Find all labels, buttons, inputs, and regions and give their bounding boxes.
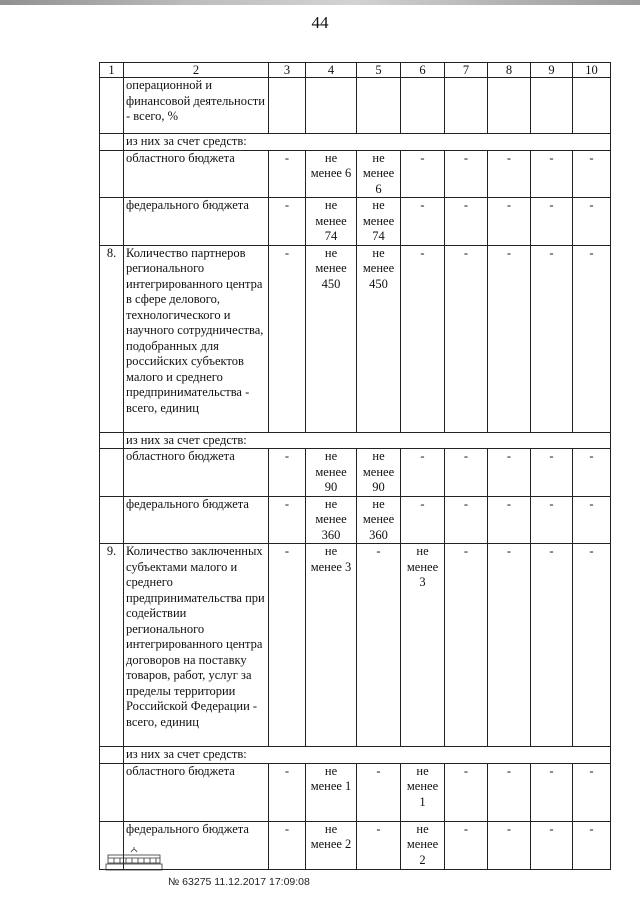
value-cell bbox=[269, 78, 306, 134]
value-cell: не менее 1 bbox=[306, 763, 357, 821]
indicator-description: областного бюджета bbox=[124, 763, 269, 821]
section-subheading: из них за счет средств: bbox=[124, 432, 611, 449]
value-cell: - bbox=[531, 449, 573, 497]
value-cell: - bbox=[269, 544, 306, 747]
column-header: 5 bbox=[357, 63, 401, 78]
value-cell bbox=[306, 78, 357, 134]
value-cell: - bbox=[445, 763, 488, 821]
column-header: 8 bbox=[488, 63, 531, 78]
value-cell bbox=[488, 78, 531, 134]
value-cell: - bbox=[573, 245, 611, 432]
value-cell: - bbox=[445, 198, 488, 246]
value-cell: - bbox=[357, 821, 401, 869]
value-cell: не менее 360 bbox=[357, 496, 401, 544]
value-cell bbox=[401, 78, 445, 134]
value-cell: - bbox=[531, 245, 573, 432]
indicator-description: Количество заключенных субъектами малого и среднего предпринимательства при содействии регионального интегрированного центра договоров на поставку товаров, работ, услуг за пределы территории Российской Федерации - всего, единиц bbox=[124, 544, 269, 747]
value-cell: - bbox=[488, 544, 531, 747]
value-cell: - bbox=[445, 496, 488, 544]
value-cell: - bbox=[488, 763, 531, 821]
section-subheading: из них за счет средств: bbox=[124, 747, 611, 764]
row-number bbox=[100, 432, 124, 449]
value-cell: не менее 360 bbox=[306, 496, 357, 544]
row-number bbox=[100, 747, 124, 764]
indicator-description: федерального бюджета bbox=[124, 821, 269, 869]
scan-top-edge bbox=[0, 0, 640, 5]
value-cell: не менее 90 bbox=[357, 449, 401, 497]
value-cell: - bbox=[531, 763, 573, 821]
row-number bbox=[100, 198, 124, 246]
row-number bbox=[100, 449, 124, 497]
row-number: 9. bbox=[100, 544, 124, 747]
value-cell: не менее 3 bbox=[401, 544, 445, 747]
value-cell: - bbox=[401, 245, 445, 432]
value-cell: не менее 90 bbox=[306, 449, 357, 497]
column-number-row bbox=[100, 63, 611, 78]
table-row bbox=[100, 134, 611, 151]
indicator-description: областного бюджета bbox=[124, 449, 269, 497]
row-number: 8. bbox=[100, 245, 124, 432]
value-cell: - bbox=[401, 496, 445, 544]
column-header: 3 bbox=[269, 63, 306, 78]
table-row bbox=[100, 245, 611, 432]
value-cell: - bbox=[401, 150, 445, 198]
table-row bbox=[100, 496, 611, 544]
value-cell: - bbox=[573, 449, 611, 497]
row-number bbox=[100, 78, 124, 134]
indicator-description: операционной и финансовой деятельности - всего, % bbox=[124, 78, 269, 134]
row-number bbox=[100, 496, 124, 544]
indicator-description: областного бюджета bbox=[124, 150, 269, 198]
value-cell: - bbox=[488, 821, 531, 869]
value-cell: не менее 3 bbox=[306, 544, 357, 747]
table-row bbox=[100, 747, 611, 764]
value-cell: - bbox=[573, 198, 611, 246]
value-cell bbox=[573, 78, 611, 134]
row-number bbox=[100, 763, 124, 821]
table-row bbox=[100, 763, 611, 821]
value-cell: - bbox=[401, 198, 445, 246]
indicator-description: Количество партнеров регионального интегрированного центра в сфере делового, технологического и научного сотрудничества, подобранных для российских субъектов малого и среднего предпринимательства - всего, единиц bbox=[124, 245, 269, 432]
value-cell: - bbox=[269, 150, 306, 198]
value-cell: - bbox=[488, 198, 531, 246]
column-header: 1 bbox=[100, 63, 124, 78]
value-cell: не менее 2 bbox=[306, 821, 357, 869]
value-cell: - bbox=[531, 496, 573, 544]
column-header: 2 bbox=[124, 63, 269, 78]
table-row bbox=[100, 150, 611, 198]
indicator-description: федерального бюджета bbox=[124, 198, 269, 246]
column-header: 7 bbox=[445, 63, 488, 78]
table-row bbox=[100, 432, 611, 449]
value-cell: не менее 6 bbox=[306, 150, 357, 198]
table-row bbox=[100, 78, 611, 134]
value-cell: - bbox=[445, 821, 488, 869]
value-cell: - bbox=[269, 496, 306, 544]
value-cell: - bbox=[269, 763, 306, 821]
table-row bbox=[100, 449, 611, 497]
value-cell: не менее 74 bbox=[306, 198, 357, 246]
table-row bbox=[100, 821, 611, 869]
value-cell: - bbox=[269, 245, 306, 432]
value-cell: - bbox=[445, 544, 488, 747]
value-cell: - bbox=[357, 763, 401, 821]
table-row bbox=[100, 198, 611, 246]
value-cell: не менее 2 bbox=[401, 821, 445, 869]
value-cell: - bbox=[488, 496, 531, 544]
value-cell: - bbox=[488, 245, 531, 432]
value-cell: - bbox=[269, 821, 306, 869]
value-cell: не менее 74 bbox=[357, 198, 401, 246]
value-cell: - bbox=[573, 544, 611, 747]
value-cell: - bbox=[269, 198, 306, 246]
value-cell: - bbox=[531, 821, 573, 869]
value-cell: - bbox=[488, 150, 531, 198]
value-cell: не менее 450 bbox=[357, 245, 401, 432]
row-number bbox=[100, 150, 124, 198]
value-cell: - bbox=[531, 198, 573, 246]
value-cell bbox=[357, 78, 401, 134]
value-cell: - bbox=[573, 496, 611, 544]
column-header: 9 bbox=[531, 63, 573, 78]
value-cell: - bbox=[401, 449, 445, 497]
value-cell: - bbox=[531, 544, 573, 747]
row-number bbox=[100, 134, 124, 151]
column-header: 10 bbox=[573, 63, 611, 78]
table-row bbox=[100, 544, 611, 747]
value-cell: - bbox=[357, 544, 401, 747]
value-cell: - bbox=[488, 449, 531, 497]
value-cell: - bbox=[269, 449, 306, 497]
value-cell: не менее 1 bbox=[401, 763, 445, 821]
column-header: 4 bbox=[306, 63, 357, 78]
column-header: 6 bbox=[401, 63, 445, 78]
indicator-description: федерального бюджета bbox=[124, 496, 269, 544]
value-cell: - bbox=[573, 150, 611, 198]
registry-stamp-logo bbox=[104, 846, 164, 872]
value-cell: не менее 450 bbox=[306, 245, 357, 432]
value-cell: - bbox=[445, 150, 488, 198]
page-number: 44 bbox=[311, 13, 329, 32]
value-cell: не менее 6 bbox=[357, 150, 401, 198]
document-registration-footer: № 63275 11.12.2017 17:09:08 bbox=[168, 876, 310, 888]
section-subheading: из них за счет средств: bbox=[124, 134, 611, 151]
value-cell bbox=[531, 78, 573, 134]
value-cell: - bbox=[445, 245, 488, 432]
indicators-table bbox=[99, 62, 611, 870]
value-cell: - bbox=[573, 821, 611, 869]
value-cell bbox=[445, 78, 488, 134]
value-cell: - bbox=[531, 150, 573, 198]
value-cell: - bbox=[573, 763, 611, 821]
value-cell: - bbox=[445, 449, 488, 497]
